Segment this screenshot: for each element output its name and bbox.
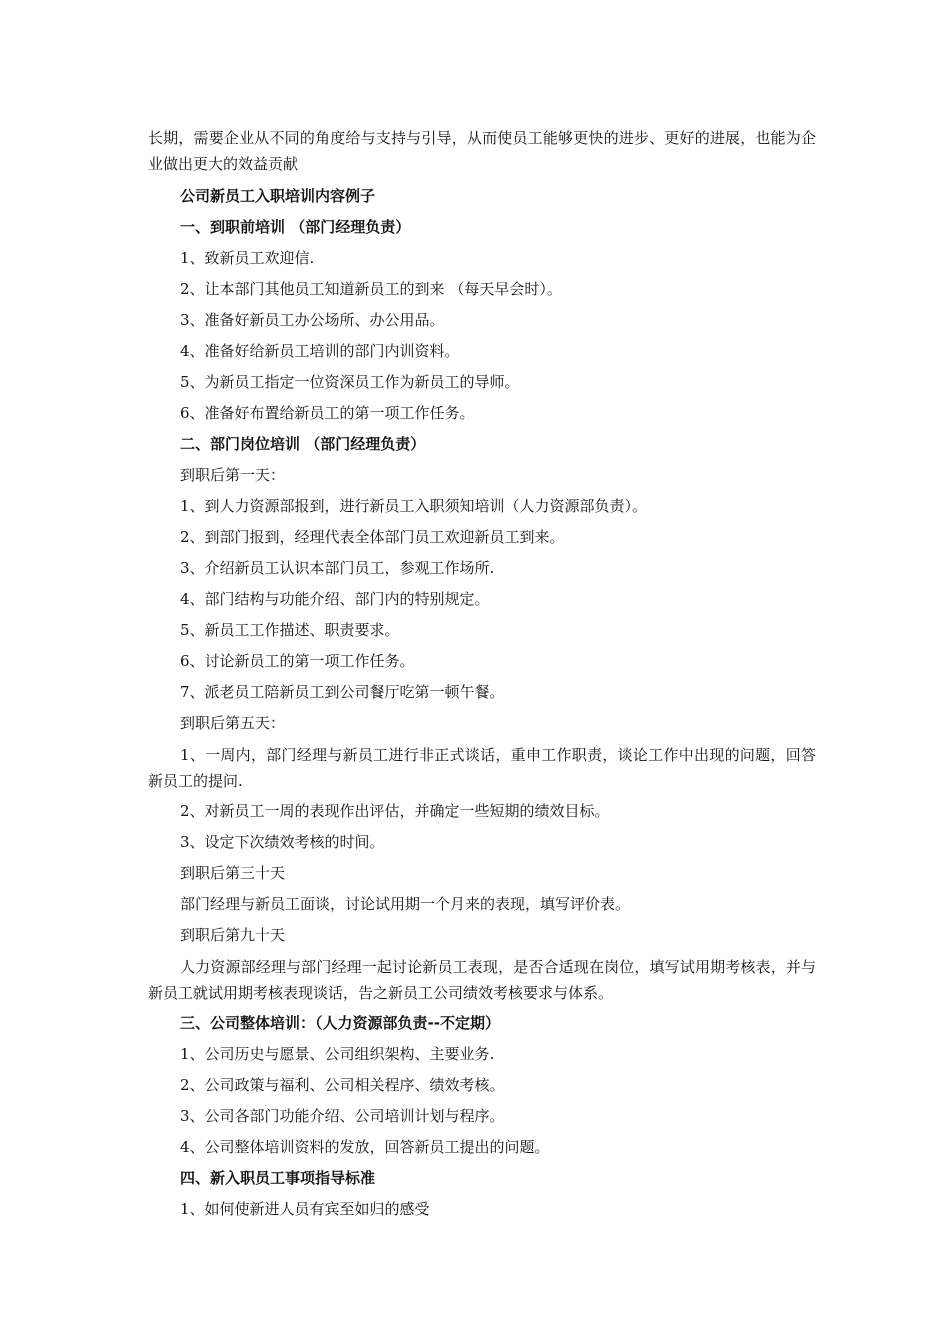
list-item: 4、部门结构与功能介绍、部门内的特别规定。 xyxy=(180,590,490,608)
list-item: 4、公司整体培训资料的发放，回答新员工提出的问题。 xyxy=(180,1138,550,1156)
list-item: 4、准备好给新员工培训的部门内训资料。 xyxy=(180,342,460,360)
list-item: 2、到部门报到，经理代表全体部门员工欢迎新员工到来。 xyxy=(180,528,565,546)
day5-label: 到职后第五天： xyxy=(180,714,286,732)
list-item: 2、对新员工一周的表现作出评估，并确定一些短期的绩效目标。 xyxy=(180,802,610,820)
list-item: 1、公司历史与愿景、公司组织架构、主要业务. xyxy=(180,1045,495,1063)
section4-heading: 四、新入职员工事项指导标准 xyxy=(180,1169,376,1187)
day30-text: 部门经理与新员工面谈，讨论试用期一个月来的表现，填写评价表。 xyxy=(180,895,631,913)
list-item: 5、为新员工指定一位资深员工作为新员工的导师。 xyxy=(180,373,520,391)
day30-label: 到职后第三十天 xyxy=(180,864,286,882)
section2-heading: 二、部门岗位培训 （部门经理负责） xyxy=(180,435,426,453)
day5-item-1: 1、一周内，部门经理与新员工进行非正式谈话，重申工作职责，谈论工作中出现的问题，回答新员工的提问. xyxy=(148,746,816,790)
list-item: 6、准备好布置给新员工的第一项工作任务。 xyxy=(180,404,475,422)
list-item: 3、设定下次绩效考核的时间。 xyxy=(180,833,385,851)
list-item: 2、公司政策与福利、公司相关程序、绩效考核。 xyxy=(180,1076,505,1094)
doc-title: 公司新员工入职培训内容例子 xyxy=(180,187,376,205)
list-item: 6、讨论新员工的第一项工作任务。 xyxy=(180,652,415,670)
day90-text: 人力资源部经理与部门经理一起讨论新员工表现，是否合适现在岗位，填写试用期考核表，并与新员工就试用期考核表现谈话，告之新员工公司绩效考核要求与体系。 xyxy=(148,958,816,1002)
document-page xyxy=(148,125,816,1225)
intro-paragraph: 长期，需要企业从不同的角度给与支持与引导，从而使员工能够更快的进步、更好的进展，也能为企业做出更大的效益贡献 xyxy=(148,129,816,173)
list-item: 5、新员工工作描述、职责要求。 xyxy=(180,621,400,639)
list-item: 7、派老员工陪新员工到公司餐厅吃第一顿午餐。 xyxy=(180,683,505,701)
day90-label: 到职后第九十天 xyxy=(180,926,286,944)
section1-heading: 一、到职前培训 （部门经理负责） xyxy=(180,218,411,236)
list-item: 3、公司各部门功能介绍、公司培训计划与程序。 xyxy=(180,1107,505,1125)
list-item: 3、准备好新员工办公场所、办公用品。 xyxy=(180,311,445,329)
list-item: 1、如何使新进人员有宾至如归的感受 xyxy=(180,1200,430,1218)
day1-label: 到职后第一天： xyxy=(180,466,286,484)
section3-heading: 三、公司整体培训：（人力资源部负责--不定期） xyxy=(180,1014,500,1032)
list-item: 2、让本部门其他员工知道新员工的到来 （每天早会时）。 xyxy=(180,280,562,298)
list-item: 1、到人力资源部报到，进行新员工入职须知培训（人力资源部负责）。 xyxy=(180,497,648,515)
list-item: 3、介绍新员工认识本部门员工，参观工作场所. xyxy=(180,559,495,577)
list-item: 1、致新员工欢迎信. xyxy=(180,249,315,267)
